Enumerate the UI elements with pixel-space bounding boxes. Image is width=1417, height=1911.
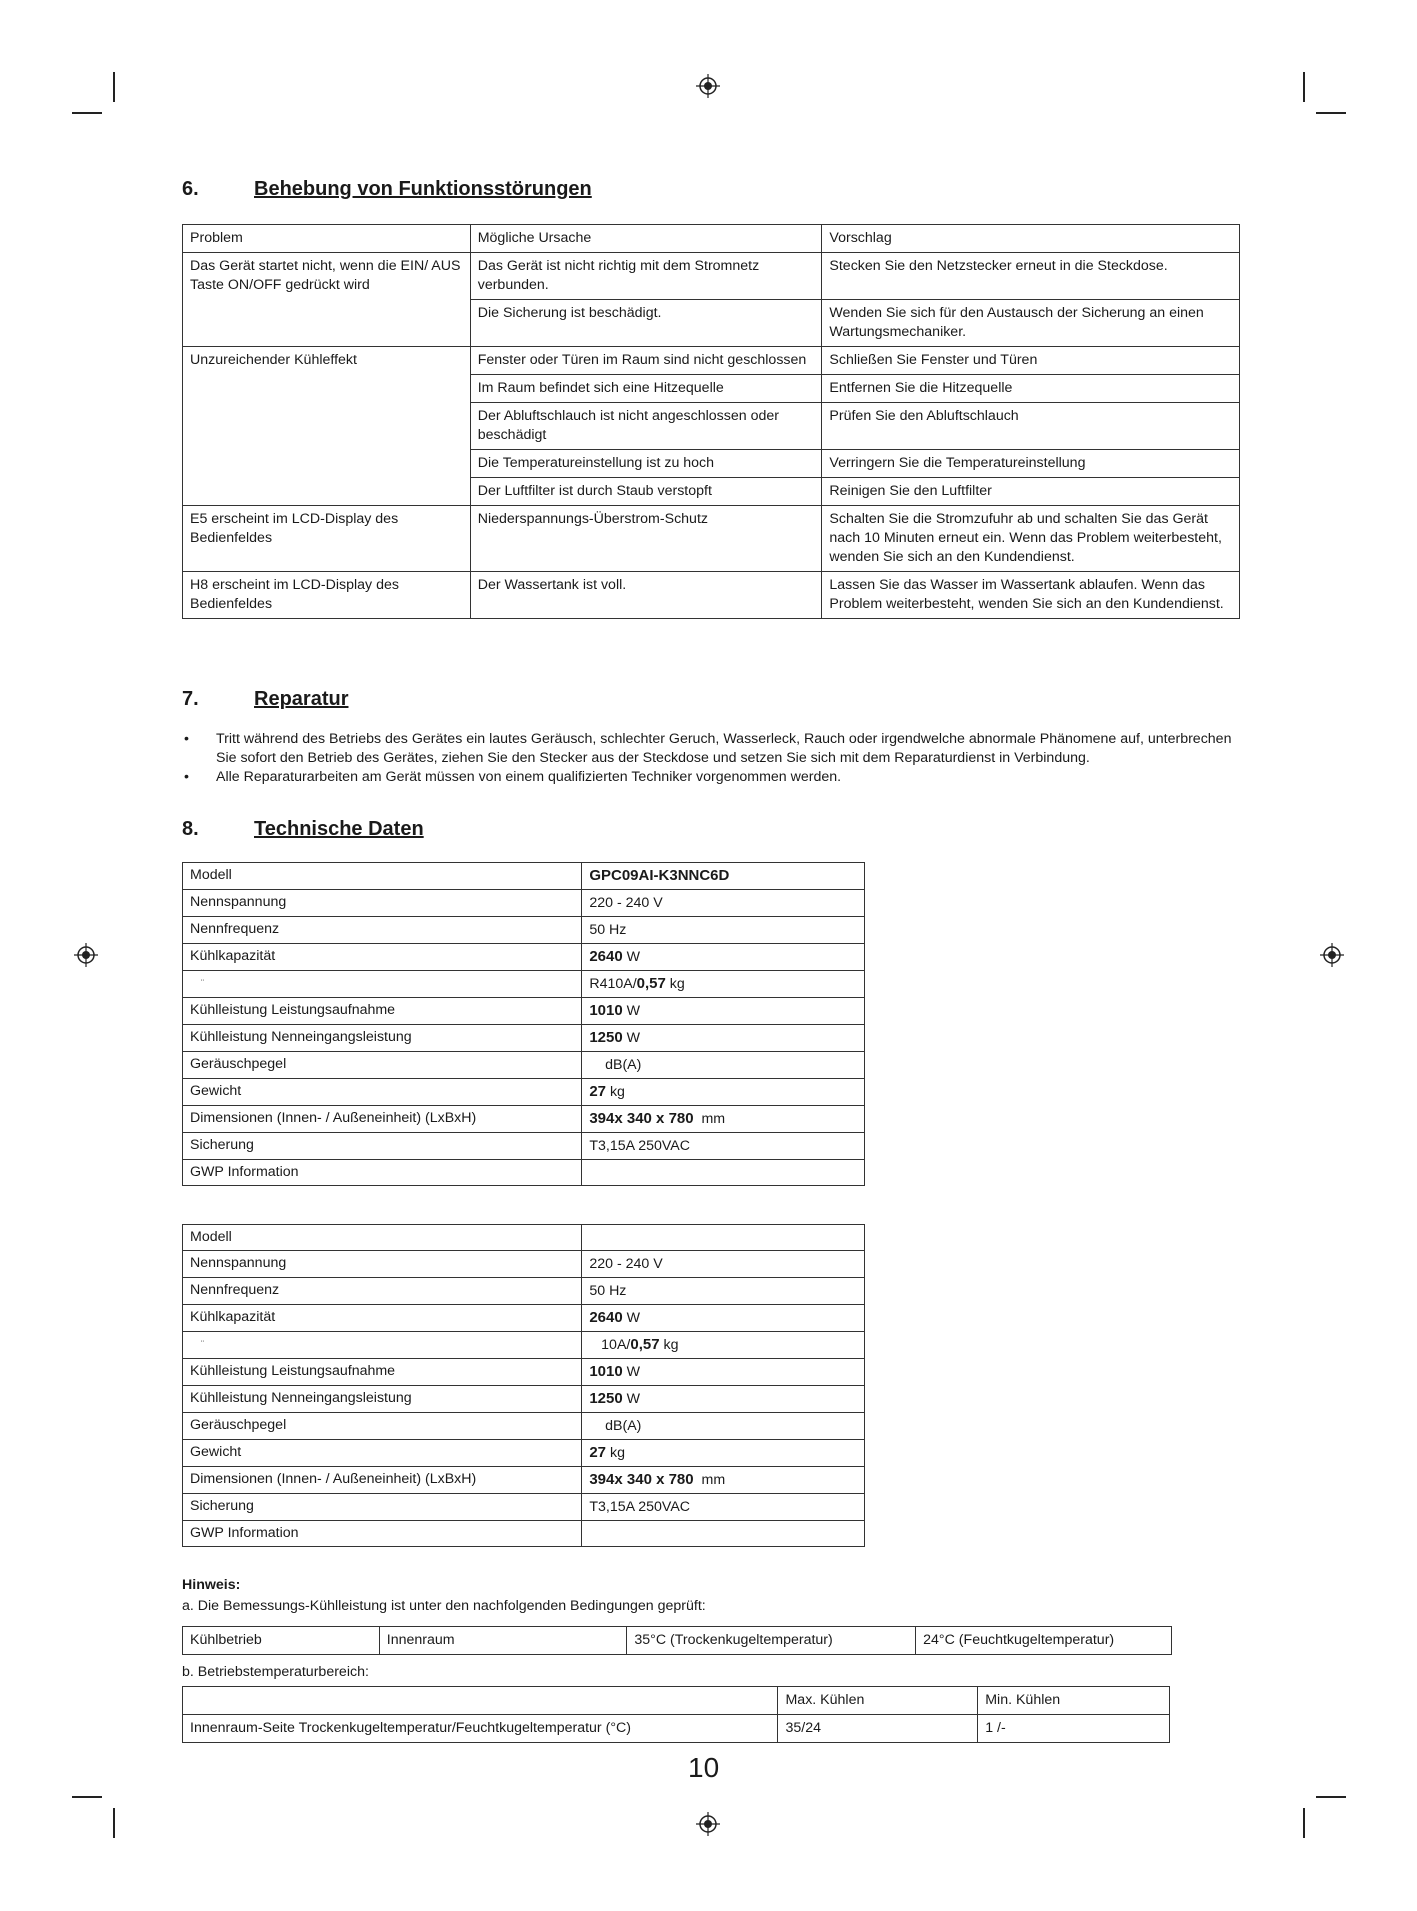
page-number: 10 (688, 1752, 720, 1783)
spec-value (582, 1160, 865, 1186)
spec-value-unit: kg (606, 1084, 625, 1100)
table-row (183, 971, 865, 998)
spec-value (582, 1251, 865, 1278)
spec-value-main: 27 (589, 1083, 607, 1100)
table-header-row (183, 1687, 1170, 1715)
table-row (183, 917, 865, 944)
cause-cell: Der Luftfilter ist durch Staub verstopft (470, 478, 822, 506)
registration-mark-icon (696, 1812, 720, 1836)
spec-value (582, 1332, 865, 1359)
spec-value-unit: T3,15A 250VAC (589, 1138, 691, 1154)
spec-value-unit: W (622, 1003, 641, 1019)
conditions-table (182, 1626, 1172, 1655)
spec-value-unit: W (622, 1364, 641, 1380)
table-cell: 1 /- (978, 1715, 1170, 1743)
spec-label: Kühlkapazität (183, 944, 582, 971)
column-header: Vorschlag (822, 225, 1240, 253)
table-row (183, 1133, 865, 1160)
spec-table-1-body (183, 863, 865, 1186)
spec-label: ¨ (183, 971, 582, 998)
spec-value-unit: kg (659, 1337, 679, 1353)
table-row (183, 944, 865, 971)
spec-label: GWP Information (183, 1160, 582, 1186)
spec-value (582, 1386, 865, 1413)
table-cell (183, 1687, 778, 1715)
crop-mark (1303, 1808, 1305, 1838)
spec-value-unit: 220 - 240 V (589, 895, 663, 911)
spec-value-unit: kg (665, 976, 685, 992)
section-title: Behebung von Funktionsstörungen (254, 178, 592, 200)
table-row (183, 1440, 865, 1467)
spec-table-1 (182, 862, 865, 1186)
spec-value-unit: W (622, 1030, 641, 1046)
table-row (183, 1305, 865, 1332)
spec-value (582, 863, 865, 890)
section-title: Technische Daten (254, 818, 424, 840)
crop-mark (113, 1808, 115, 1838)
spec-label: Gewicht (183, 1440, 582, 1467)
problem-cell: H8 erscheint im LCD-Display des Bedienfeldes (183, 572, 471, 619)
spec-value (582, 1079, 865, 1106)
column-header: Problem (183, 225, 471, 253)
table-row (183, 1025, 865, 1052)
suggestion-cell: Schalten Sie die Stromzufuhr ab und schalten Sie das Gerät nach 10 Minuten erneut ein. Wenn das Problem weiterbesteht, wenden Sie sich an den Kundendienst. (822, 506, 1240, 572)
section-number: 8. (182, 818, 199, 840)
spec-value (582, 1106, 865, 1133)
section-number: 7. (182, 688, 199, 710)
cause-cell: Fenster oder Türen im Raum sind nicht geschlossen (470, 347, 822, 375)
table-row (183, 1494, 865, 1521)
spec-value-main: 2640 (589, 948, 623, 965)
spec-value-main: 0,57 (636, 975, 666, 992)
spec-value (582, 1467, 865, 1494)
spec-value-main: 0,57 (630, 1336, 660, 1353)
list-item: • Tritt während des Betriebs des Gerätes ein lautes Geräusch, schlechter Geruch, Wasserleck, Rauch oder irgendwelche abnormale Phänomene auf, unterbrechen Sie sofort den Betrieb des Gerätes, ziehen Sie den Stecker aus der Steckdose und setzen Sie sich mit dem Reparaturdienst in Verbindung. (184, 731, 1232, 766)
bullet: • (184, 769, 189, 785)
spec-value-unit: kg (606, 1445, 625, 1461)
table-row (183, 1627, 1172, 1655)
spec-label: Kühlleistung Leistungsaufnahme (183, 1359, 582, 1386)
table-row (183, 1359, 865, 1386)
suggestion-cell: Prüfen Sie den Abluftschlauch (822, 403, 1240, 450)
spec-value (582, 890, 865, 917)
cause-cell: Im Raum befindet sich eine Hitzequelle (470, 375, 822, 403)
spec-value (582, 1440, 865, 1467)
table-row (183, 572, 1240, 619)
spec-label: Kühlleistung Leistungsaufnahme (183, 998, 582, 1025)
crop-mark (72, 1796, 102, 1798)
spec-value (582, 1521, 865, 1547)
problem-cell: E5 erscheint im LCD-Display des Bedienfeldes (183, 506, 471, 572)
table-cell: Max. Kühlen (778, 1687, 978, 1715)
spec-label: Geräuschpegel (183, 1052, 582, 1079)
spec-value-prefix: R410A/ (589, 976, 637, 992)
spec-label: Geräuschpegel (183, 1413, 582, 1440)
spec-value-main: 1010 (589, 1363, 623, 1380)
table-row (183, 1715, 1170, 1743)
suggestion-cell: Entfernen Sie die Hitzequelle (822, 375, 1240, 403)
spec-value-unit: mm (693, 1472, 726, 1488)
spec-value-unit: 50 Hz (589, 1283, 627, 1299)
spec-label: GWP Information (183, 1521, 582, 1547)
table-cell: Min. Kühlen (978, 1687, 1170, 1715)
spec-value-main: 1250 (589, 1029, 623, 1046)
crop-mark (113, 72, 115, 102)
crop-mark (72, 112, 102, 114)
cause-cell: Die Sicherung ist beschädigt. (470, 300, 822, 347)
table-row (183, 1413, 865, 1440)
spec-value (582, 1025, 865, 1052)
table-row (183, 998, 865, 1025)
spec-label: Modell (183, 1225, 582, 1251)
spec-value-unit: dB(A) (589, 1057, 642, 1073)
table-row (183, 1332, 865, 1359)
table-header-row (183, 225, 1240, 253)
spec-value (582, 1305, 865, 1332)
spec-label: Sicherung (183, 1494, 582, 1521)
spec-table-2-body (183, 1225, 865, 1547)
spec-label: Nennspannung (183, 890, 582, 917)
spec-label: ¨ (183, 1332, 582, 1359)
spec-value (582, 944, 865, 971)
spec-label: Modell (183, 863, 582, 890)
spec-label: Nennspannung (183, 1251, 582, 1278)
table-row (183, 1278, 865, 1305)
spec-value-main: 27 (589, 1444, 607, 1461)
note-a: a. Die Bemessungs-Kühlleistung ist unter den nachfolgenden Bedingungen geprüft: (182, 1598, 706, 1614)
spec-label: Kühlkapazität (183, 1305, 582, 1332)
table-cell: Innenraum (379, 1627, 627, 1655)
table-cell: Innenraum-Seite Trockenkugeltemperatur/Feuchtkugeltemperatur (°C) (183, 1715, 778, 1743)
spec-value (582, 1494, 865, 1521)
table-row (183, 1106, 865, 1133)
table-cell: 35°C (Trockenkugeltemperatur) (627, 1627, 916, 1655)
spec-label: Kühlleistung Nenneingangsleistung (183, 1025, 582, 1052)
spec-value-unit: W (622, 1391, 641, 1407)
table-row (183, 1251, 865, 1278)
spec-table-2 (182, 1224, 865, 1547)
registration-mark-icon (74, 943, 98, 967)
suggestion-cell: Wenden Sie sich für den Austausch der Sicherung an einen Wartungsmechaniker. (822, 300, 1240, 347)
spec-value-main: GPC09AI-K3NNC6D (589, 867, 730, 884)
spec-value (582, 917, 865, 944)
spec-value-main: 394x 340 x 780 (589, 1471, 694, 1488)
note-heading: Hinweis: (182, 1577, 241, 1593)
table-row (183, 1467, 865, 1494)
crop-mark (1316, 1796, 1346, 1798)
bullet: • (184, 731, 189, 747)
spec-value-unit: W (622, 1310, 641, 1326)
table-row (183, 1052, 865, 1079)
list-item: • Alle Reparaturarbeiten am Gerät müssen von einem qualifizierten Techniker vorgenommen werden. (184, 769, 842, 785)
spec-label: Nennfrequenz (183, 917, 582, 944)
problem-cell: Unzureichender Kühleffekt (183, 347, 471, 506)
table-cell: 35/24 (778, 1715, 978, 1743)
cause-cell: Der Abluftschlauch ist nicht angeschlossen oder beschädigt (470, 403, 822, 450)
suggestion-cell: Reinigen Sie den Luftfilter (822, 478, 1240, 506)
spec-value (582, 998, 865, 1025)
cause-cell: Niederspannungs-Überstrom-Schutz (470, 506, 822, 572)
table-row (183, 890, 865, 917)
spec-value (582, 1052, 865, 1079)
registration-mark-icon (1320, 943, 1344, 967)
table-row (183, 253, 1240, 300)
table-row (183, 506, 1240, 572)
table-row (183, 863, 865, 890)
spec-value-main: 1250 (589, 1390, 623, 1407)
spec-label: Dimensionen (Innen- / Außeneinheit) (LxBxH) (183, 1106, 582, 1133)
spec-value-unit: mm (693, 1111, 726, 1127)
troubleshooting-table-body (183, 225, 1240, 619)
cause-cell: Der Wassertank ist voll. (470, 572, 822, 619)
spec-label: Nennfrequenz (183, 1278, 582, 1305)
operating-range-table (182, 1686, 1170, 1743)
repair-bullet-list (182, 730, 1242, 787)
table-row (183, 1225, 865, 1251)
table-cell: 24°C (Feuchtkugeltemperatur) (916, 1627, 1172, 1655)
suggestion-cell: Stecken Sie den Netzstecker erneut in die Steckdose. (822, 253, 1240, 300)
spec-value (582, 1359, 865, 1386)
note-b: b. Betriebstemperaturbereich: (182, 1664, 369, 1680)
spec-value-prefix: 10A/ (589, 1337, 631, 1353)
crop-mark (1303, 72, 1305, 102)
spec-value-main: 394x 340 x 780 (589, 1110, 694, 1127)
suggestion-cell: Lassen Sie das Wasser im Wassertank ablaufen. Wenn das Problem weiterbesteht, wenden Sie sich an den Kundendienst. (822, 572, 1240, 619)
spec-label: Sicherung (183, 1133, 582, 1160)
table-row (183, 1386, 865, 1413)
table-cell: Kühlbetrieb (183, 1627, 380, 1655)
spec-value (582, 1413, 865, 1440)
section-number: 6. (182, 178, 199, 200)
section-title: Reparatur (254, 688, 349, 710)
spec-value-unit: W (622, 949, 641, 965)
spec-label: Dimensionen (Innen- / Außeneinheit) (LxBxH) (183, 1467, 582, 1494)
cause-cell: Das Gerät ist nicht richtig mit dem Stromnetz verbunden. (470, 253, 822, 300)
spec-value (582, 1225, 865, 1251)
spec-value-unit: 220 - 240 V (589, 1256, 663, 1272)
table-row (183, 347, 1240, 375)
cause-cell: Die Temperatureinstellung ist zu hoch (470, 450, 822, 478)
troubleshooting-table (182, 224, 1240, 619)
spec-label: Kühlleistung Nenneingangsleistung (183, 1386, 582, 1413)
spec-value-main: 1010 (589, 1002, 623, 1019)
registration-mark-icon (696, 74, 720, 98)
spec-value-unit: dB(A) (589, 1418, 642, 1434)
table-row (183, 1079, 865, 1106)
suggestion-cell: Verringern Sie die Temperatureinstellung (822, 450, 1240, 478)
spec-value-main: 2640 (589, 1309, 623, 1326)
column-header: Mögliche Ursache (470, 225, 822, 253)
spec-value-unit: 50 Hz (589, 922, 627, 938)
spec-value (582, 971, 865, 998)
spec-value (582, 1278, 865, 1305)
spec-label: Gewicht (183, 1079, 582, 1106)
problem-cell: Das Gerät startet nicht, wenn die EIN/ AUS Taste ON/OFF gedrückt wird (183, 253, 471, 347)
crop-mark (1316, 112, 1346, 114)
spec-value (582, 1133, 865, 1160)
spec-value-unit: T3,15A 250VAC (589, 1499, 691, 1515)
suggestion-cell: Schließen Sie Fenster und Türen (822, 347, 1240, 375)
table-row (183, 1521, 865, 1547)
table-row (183, 1160, 865, 1186)
